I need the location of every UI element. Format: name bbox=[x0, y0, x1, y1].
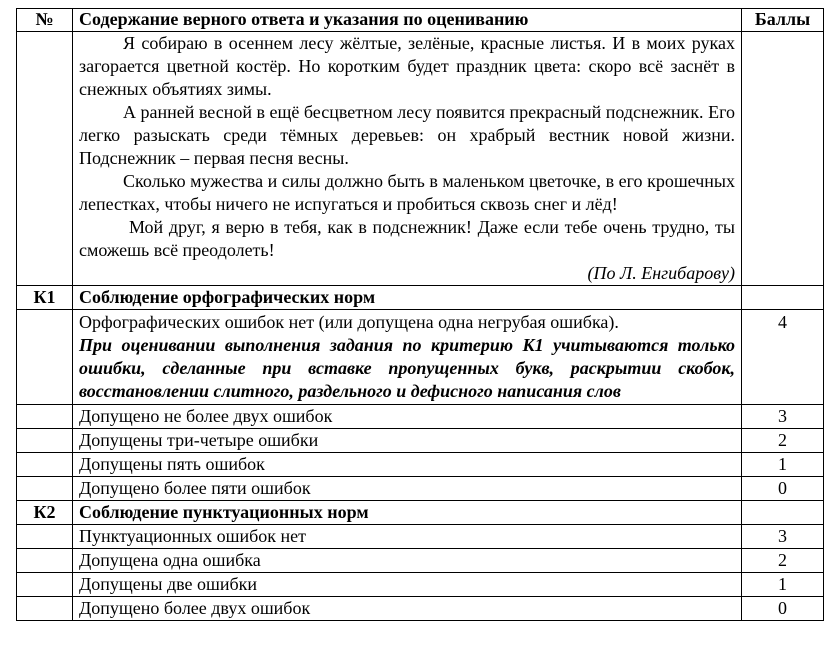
k1-code: К1 bbox=[17, 286, 73, 310]
k1-row-points: 1 bbox=[742, 453, 824, 477]
k1-title: Соблюдение орфографических норм bbox=[73, 286, 742, 310]
k2-title: Соблюдение пунктуационных норм bbox=[73, 501, 742, 525]
reference-text-row bbox=[17, 32, 824, 286]
k2-code: К2 bbox=[17, 501, 73, 525]
k2-row bbox=[17, 525, 824, 549]
k2-row-points: 1 bbox=[742, 573, 824, 597]
k2-row-num bbox=[17, 525, 73, 549]
header-points: Баллы bbox=[742, 9, 824, 32]
k2-row bbox=[17, 549, 824, 573]
k2-row-points: 0 bbox=[742, 597, 824, 621]
k1-row-num bbox=[17, 477, 73, 501]
k1-first-line: Орфографических ошибок нет (или допущена одна негрубая ошибка). bbox=[79, 312, 619, 332]
k1-row-label: Допущено более пяти ошибок bbox=[73, 477, 742, 501]
k1-first-points: 4 bbox=[742, 310, 824, 405]
k2-row-num bbox=[17, 549, 73, 573]
text-paragraph-4: Мой друг, я верю в тебя, как в подснежник! Даже если тебе очень трудно, ты сможешь всё преодолеть! bbox=[79, 217, 735, 260]
k1-first-content bbox=[73, 310, 742, 405]
k1-row-label: Допущены пять ошибок bbox=[73, 453, 742, 477]
k1-row-num bbox=[17, 453, 73, 477]
k1-note: При оценивании выполнения задания по критерию К1 учитываются только ошибки, сделанные при вставке пропущенных букв, раскрытии скобок, восстановлении слитного, раздельного и дефисного написания слов bbox=[79, 335, 735, 401]
k1-section-row bbox=[17, 286, 824, 310]
reference-text bbox=[73, 32, 742, 286]
k1-row bbox=[17, 453, 824, 477]
k2-row-points: 2 bbox=[742, 549, 824, 573]
k1-row-points: 0 bbox=[742, 477, 824, 501]
k1-row bbox=[17, 477, 824, 501]
k2-row bbox=[17, 597, 824, 621]
header-row bbox=[17, 9, 824, 32]
k1-row-points: 2 bbox=[742, 429, 824, 453]
k2-row bbox=[17, 573, 824, 597]
k2-section-row bbox=[17, 501, 824, 525]
k1-first-num bbox=[17, 310, 73, 405]
header-content: Содержание верного ответа и указания по оцениванию bbox=[73, 9, 742, 32]
k2-row-label: Допущена одна ошибка bbox=[73, 549, 742, 573]
text-paragraph-2: А ранней весной в ещё бесцветном лесу появится прекрасный подснежник. Его легко разыскать среди тёмных деревьев: он храбрый вестник новой жизни. Подснежник – первая песня весны. bbox=[79, 102, 735, 168]
grading-table bbox=[16, 8, 824, 621]
k2-row-label: Допущено более двух ошибок bbox=[73, 597, 742, 621]
text-paragraph-1: Я собираю в осеннем лесу жёлтые, зелёные, красные листья. И в моих руках загорается цветной костёр. Но коротким будет праздник цвета: скоро всё заснёт в снежных объятиях зимы. bbox=[79, 33, 735, 99]
k1-row-label: Допущено не более двух ошибок bbox=[73, 405, 742, 429]
k1-row-points: 3 bbox=[742, 405, 824, 429]
reference-text-num bbox=[17, 32, 73, 286]
k2-row-label: Пунктуационных ошибок нет bbox=[73, 525, 742, 549]
k1-first-row bbox=[17, 310, 824, 405]
text-paragraph-3: Сколько мужества и силы должно быть в маленьком цветочке, в его крошечных лепестках, чтобы ничего не испугаться и пробиться сквозь снег и лёд! bbox=[79, 171, 735, 214]
k2-row-label: Допущены две ошибки bbox=[73, 573, 742, 597]
k2-row-num bbox=[17, 573, 73, 597]
reference-text-points bbox=[742, 32, 824, 286]
header-num: № bbox=[17, 9, 73, 32]
k1-title-points bbox=[742, 286, 824, 310]
k2-title-points bbox=[742, 501, 824, 525]
k1-row bbox=[17, 429, 824, 453]
k2-row-points: 3 bbox=[742, 525, 824, 549]
k1-row-num bbox=[17, 429, 73, 453]
k1-row-label: Допущены три-четыре ошибки bbox=[73, 429, 742, 453]
k2-row-num bbox=[17, 597, 73, 621]
k1-row-num bbox=[17, 405, 73, 429]
text-author: (По Л. Енгибарову) bbox=[587, 263, 735, 283]
k1-row bbox=[17, 405, 824, 429]
